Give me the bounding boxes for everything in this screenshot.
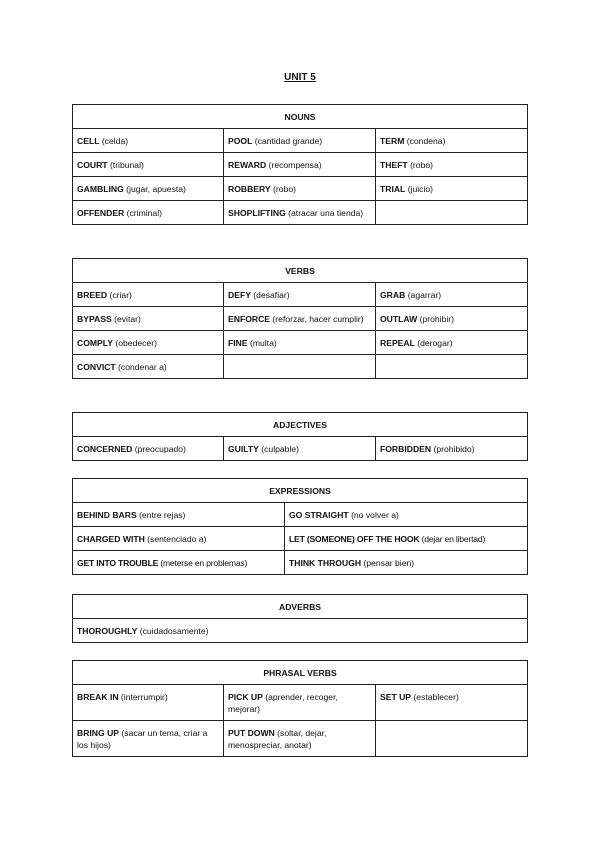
vocab-cell (224, 201, 376, 225)
vocab-gloss: (soltar, dejar, menospreciar, anotar) (228, 728, 327, 750)
vocab-term: DEFY (228, 290, 251, 300)
vocab-cell (73, 153, 224, 177)
table-row (73, 307, 528, 331)
vocab-term: CONCERNED (77, 444, 133, 454)
vocab-gloss: (condenar a) (115, 362, 167, 372)
vocab-gloss: (preocupado) (132, 444, 186, 454)
table-row (73, 153, 528, 177)
vocab-cell (376, 307, 528, 331)
vocab-cell (224, 331, 376, 355)
vocab-cell (73, 331, 224, 355)
table-row (73, 355, 528, 379)
empty-cell (224, 355, 376, 379)
table-row (73, 527, 528, 551)
vocab-cell (73, 685, 224, 721)
vocab-gloss: (prohibir) (417, 314, 455, 324)
vocab-gloss: (condena) (404, 136, 446, 146)
expressions-table (72, 478, 528, 575)
section-heading: VERBS (73, 259, 528, 283)
vocab-gloss: (pensar bien) (361, 558, 415, 568)
vocab-term: REPEAL (380, 338, 415, 348)
vocab-cell (73, 619, 528, 643)
vocab-gloss: (aprender, recoger, mejorar) (228, 692, 338, 714)
vocab-gloss: (dejar en libertad) (419, 534, 486, 544)
vocab-cell (224, 437, 376, 461)
vocab-cell (73, 721, 224, 757)
vocab-cell (224, 129, 376, 153)
vocab-term: POOL (228, 136, 253, 146)
vocab-term: OFFENDER (77, 208, 125, 218)
vocab-gloss: (robo) (407, 160, 433, 170)
vocab-gloss: (desafiar) (250, 290, 290, 300)
vocab-cell (73, 307, 224, 331)
vocab-cell (376, 129, 528, 153)
vocab-term: THINK THROUGH (289, 558, 362, 568)
vocab-gloss: (prohibido) (431, 444, 475, 454)
vocab-cell (376, 331, 528, 355)
vocab-cell (376, 437, 528, 461)
vocab-gloss: (interrumpir) (118, 692, 168, 702)
vocab-gloss: (recompensa) (266, 160, 322, 170)
vocab-term: TERM (380, 136, 405, 146)
vocab-term: SHOPLIFTING (228, 208, 286, 218)
vocab-term: LET (SOMEONE) OFF THE HOOK (289, 534, 420, 544)
adjectives-table (72, 412, 528, 461)
vocab-gloss: (juicio) (405, 184, 434, 194)
vocab-term: FINE (228, 338, 248, 348)
vocab-term: PICK UP (228, 692, 263, 702)
vocab-gloss: (sentenciado a) (144, 534, 207, 544)
vocab-cell (376, 685, 528, 721)
vocab-gloss: (establecer) (411, 692, 459, 702)
vocab-cell (73, 129, 224, 153)
vocab-cell (224, 307, 376, 331)
vocab-gloss: (multa) (247, 338, 277, 348)
vocab-term: CELL (77, 136, 100, 146)
vocab-gloss: (criminal) (124, 208, 162, 218)
table-row (73, 201, 528, 225)
vocab-cell (285, 551, 528, 575)
vocab-term: GO STRAIGHT (289, 510, 349, 520)
vocab-cell (224, 685, 376, 721)
section-heading: ADJECTIVES (73, 413, 528, 437)
vocab-cell (224, 721, 376, 757)
vocab-cell (376, 177, 528, 201)
table-row (73, 437, 528, 461)
vocab-term: BREAK IN (77, 692, 119, 702)
verbs-table (72, 258, 528, 379)
empty-cell (376, 721, 528, 757)
vocab-cell (376, 153, 528, 177)
nouns-table (72, 104, 528, 225)
vocab-term: BREED (77, 290, 108, 300)
vocab-term: GAMBLING (77, 184, 124, 194)
table-row (73, 283, 528, 307)
vocab-cell (224, 177, 376, 201)
vocab-cell (73, 201, 224, 225)
vocab-cell (73, 437, 224, 461)
table-row (73, 721, 528, 757)
vocab-gloss: (robo) (270, 184, 296, 194)
vocab-cell (376, 283, 528, 307)
vocab-gloss: (cantidad grande) (252, 136, 323, 146)
vocab-cell (73, 355, 224, 379)
vocab-cell (73, 527, 285, 551)
table-row (73, 503, 528, 527)
section-heading: ADVERBS (73, 595, 528, 619)
vocab-cell (224, 153, 376, 177)
vocab-cell (73, 503, 285, 527)
vocab-term: CONVICT (77, 362, 116, 372)
empty-cell (376, 201, 528, 225)
vocab-term: SET UP (380, 692, 412, 702)
vocab-cell (285, 503, 528, 527)
section-heading: PHRASAL VERBS (73, 661, 528, 685)
table-row (73, 177, 528, 201)
vocab-term: TRIAL (380, 184, 406, 194)
vocab-gloss: (criar) (107, 290, 132, 300)
vocab-cell (73, 551, 285, 575)
page-title: UNIT 5 (284, 72, 316, 83)
vocab-cell (73, 283, 224, 307)
vocab-gloss: (agarrar) (405, 290, 442, 300)
vocab-gloss: (atracar una tienda) (285, 208, 364, 218)
vocab-gloss: (derogar) (414, 338, 453, 348)
section-heading: EXPRESSIONS (73, 479, 528, 503)
vocab-term: BRING UP (77, 728, 120, 738)
vocab-term: REWARD (228, 160, 267, 170)
vocab-gloss: (tribunal) (107, 160, 144, 170)
table-row (73, 129, 528, 153)
vocab-term: GRAB (380, 290, 406, 300)
vocab-gloss: (obedecer) (112, 338, 157, 348)
vocab-term: GET INTO TROUBLE (77, 558, 159, 568)
table-row (73, 685, 528, 721)
section-heading: NOUNS (73, 105, 528, 129)
vocab-term: CHARGED WITH (77, 534, 145, 544)
vocab-gloss: (sacar un tema, criar a los hijos) (77, 728, 208, 750)
empty-cell (376, 355, 528, 379)
adverbs-table (72, 594, 528, 643)
vocab-gloss: (entre rejas) (136, 510, 186, 520)
vocab-cell (224, 283, 376, 307)
vocab-cell (285, 527, 528, 551)
vocab-term: THEFT (380, 160, 408, 170)
vocab-gloss: (celda) (99, 136, 129, 146)
phrasal-verbs-table (72, 660, 528, 757)
table-row (73, 551, 528, 575)
vocab-gloss: (cuidadosamente) (137, 626, 209, 636)
vocab-gloss: (reforzar, hacer cumplir) (270, 314, 364, 324)
vocab-term: ENFORCE (228, 314, 271, 324)
table-row (73, 331, 528, 355)
vocab-term: COMPLY (77, 338, 113, 348)
vocab-gloss: (no volver a) (348, 510, 399, 520)
vocab-cell (73, 177, 224, 201)
vocab-gloss: (evitar) (111, 314, 141, 324)
vocab-term: ROBBERY (228, 184, 271, 194)
vocab-term: OUTLAW (380, 314, 418, 324)
vocab-gloss: (jugar, apuesta) (123, 184, 186, 194)
vocab-term: PUT DOWN (228, 728, 275, 738)
vocab-term: FORBIDDEN (380, 444, 432, 454)
table-row (73, 619, 528, 643)
vocab-gloss: (culpable) (258, 444, 299, 454)
vocab-term: BYPASS (77, 314, 112, 324)
vocab-term: COURT (77, 160, 108, 170)
vocab-term: BEHIND BARS (77, 510, 137, 520)
vocab-gloss: (meterse en problemas) (158, 558, 248, 568)
vocab-term: GUILTY (228, 444, 259, 454)
vocab-term: THOROUGHLY (77, 626, 138, 636)
